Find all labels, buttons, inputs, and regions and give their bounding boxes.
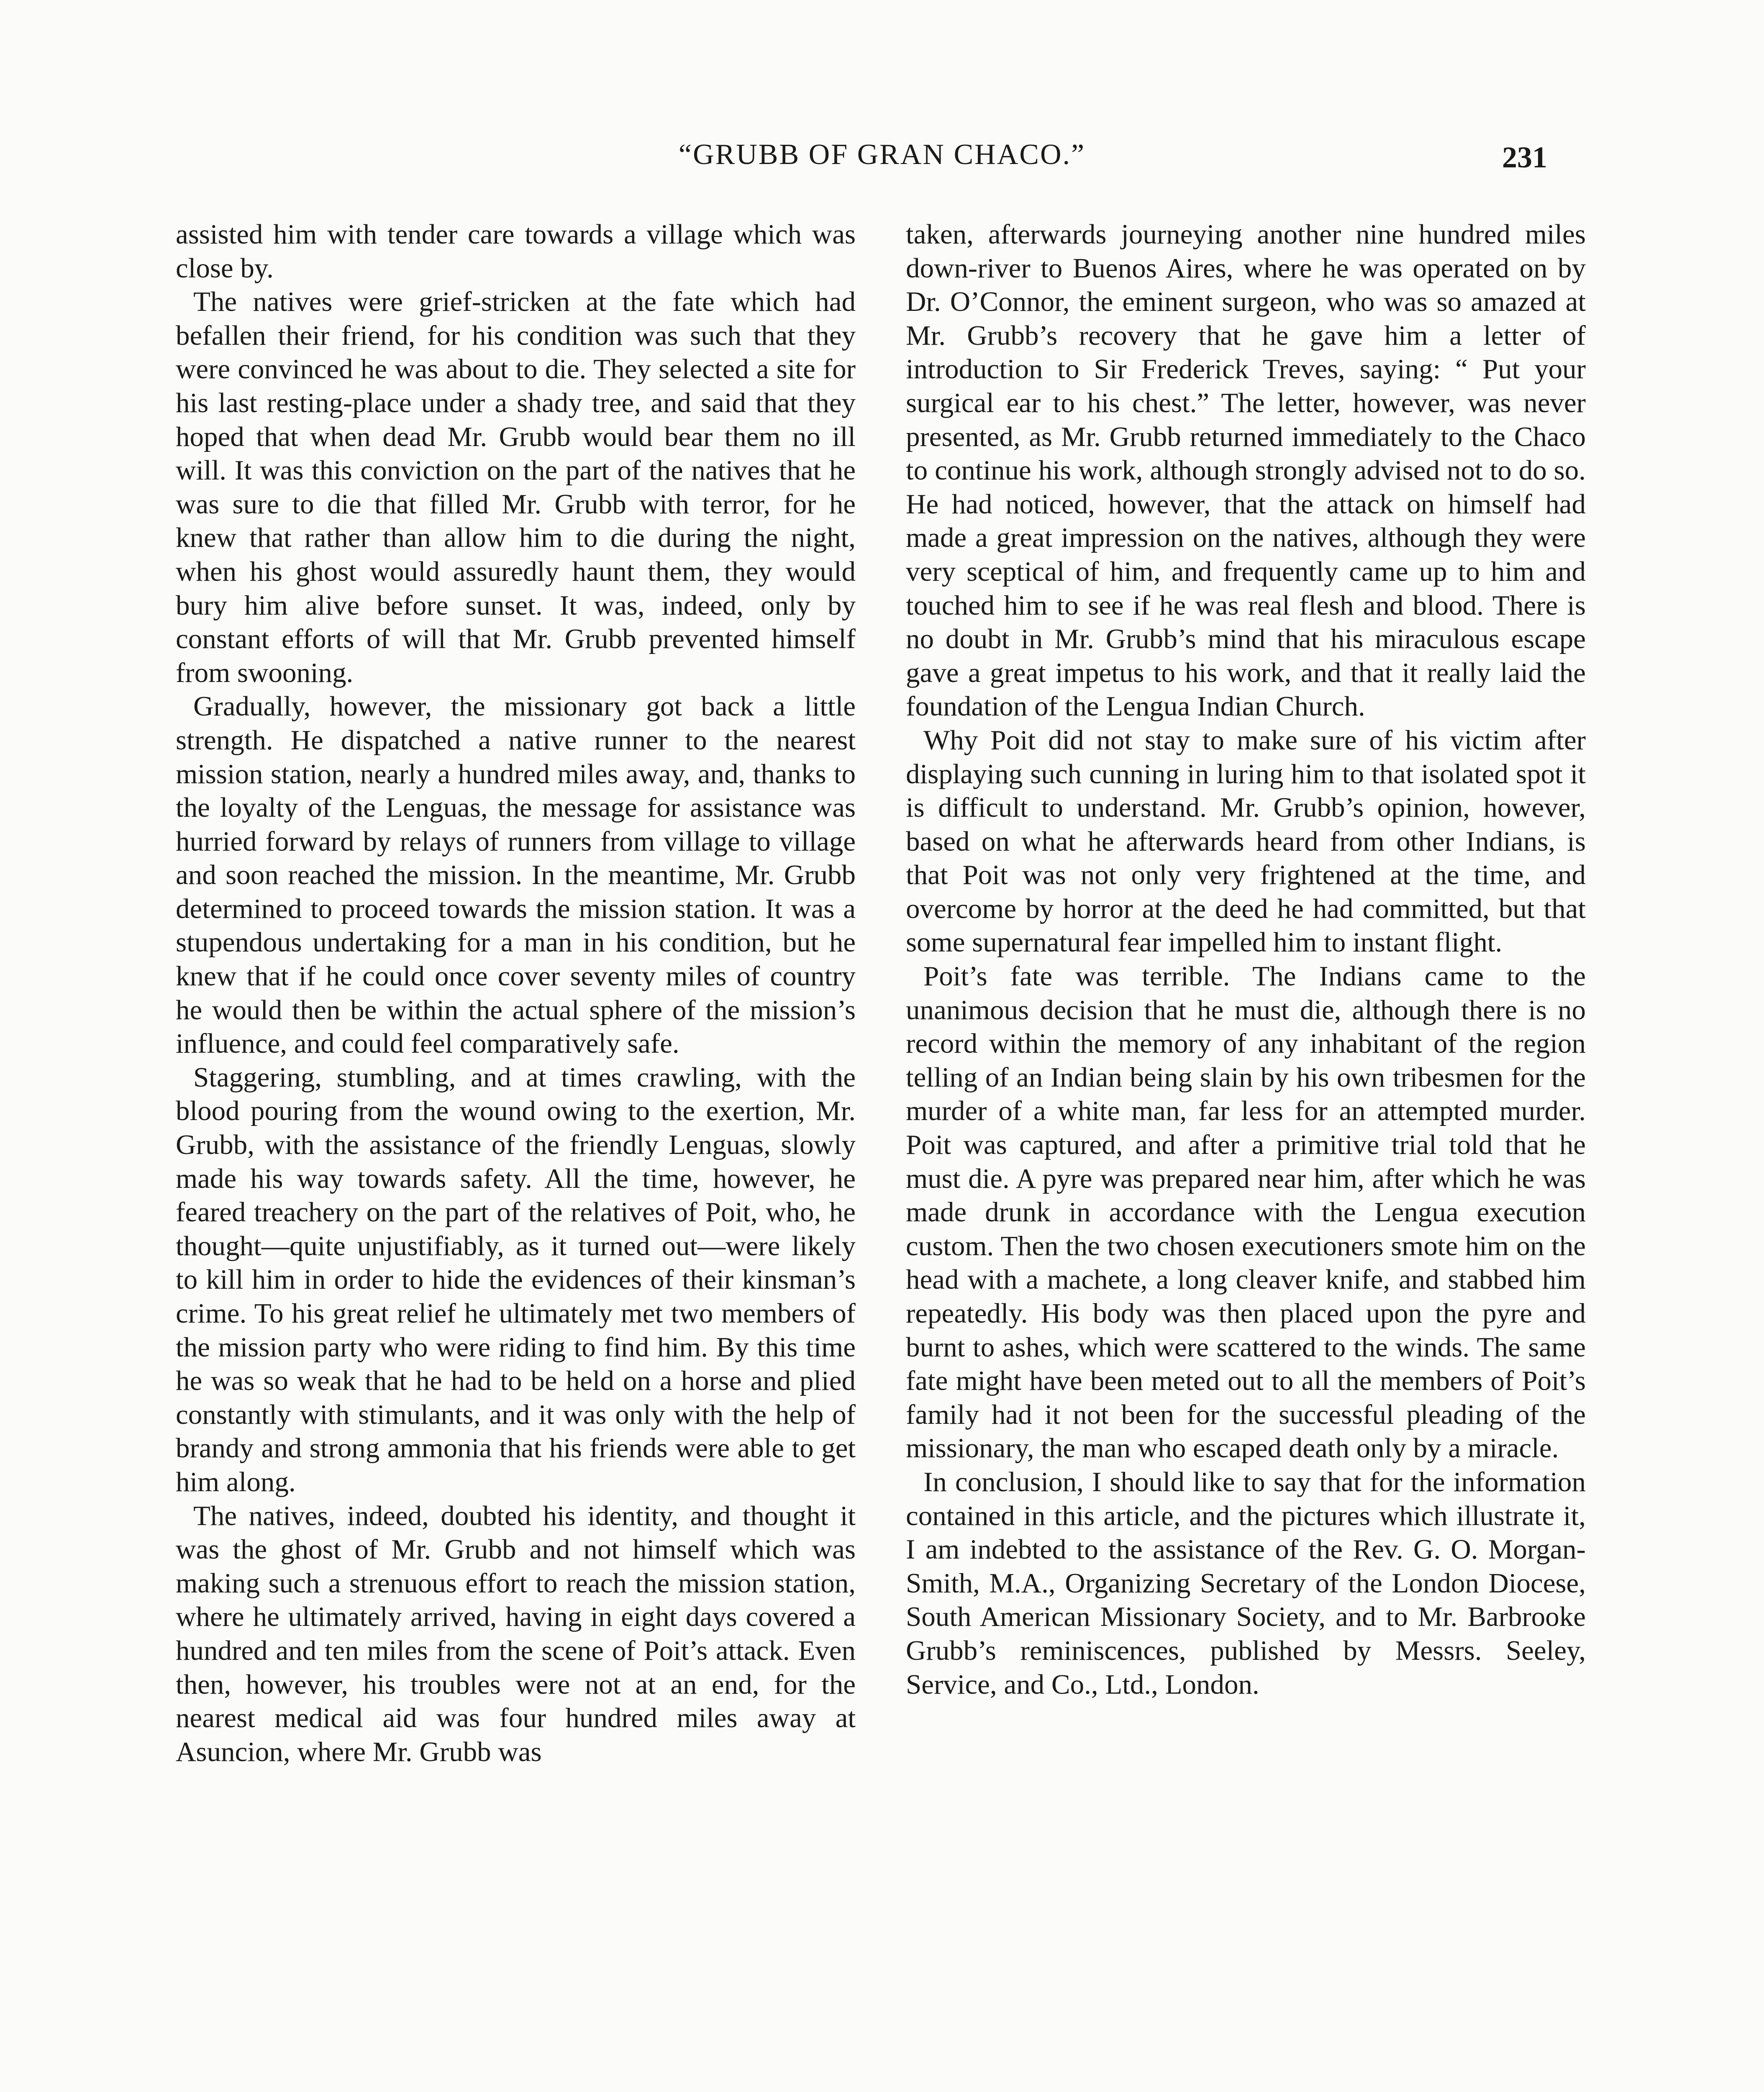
- paragraph: assisted him with tender care towards a village which was close by.: [176, 219, 856, 284]
- page-number: 231: [1502, 141, 1547, 174]
- paragraph: taken, afterwards journeying another nine hundred miles down-river to Buenos Aires, where he was operated on by Dr. O’Connor, the eminent surgeon, who was so amazed at Mr. Grubb’s recovery that he gave him a letter of introduction to Sir Frederick Treves, saying: “ Put your surgical ear to his chest.” The letter, however, was never presented, as Mr. Grubb returned immediately to the Chaco to continue his work, although strongly advised not to do so. He had noticed, however, that the attack on himself had made a great impression on the natives, although they were very sceptical of him, and frequently came up to him and touched him to see if he was real flesh and blood. There is no doubt in Mr. Grubb’s mind that his miraculous escape gave a great impetus to his work, and that it really laid the foundation of the Lengua Indian Church.: [906, 219, 1586, 722]
- left-text-column: [176, 218, 856, 1769]
- paragraph: Poit’s fate was terrible. The Indians came to the unanimous decision that he must die, although there is no record within the memory of any inhabitant of the region telling of an Indian being slain by his own tribesmen for the murder of a white man, far less for an attempted murder. Poit was captured, and after a primitive trial told that he must die. A pyre was prepared near him, after which he was made drunk in accordance with the Lengua execution custom. Then the two chosen executioners smote him on the head with a machete, a long cleaver knife, and stabbed him repeatedly. His body was then placed upon the pyre and burnt to ashes, which were scattered to the winds. The same fate might have been meted out to all the members of Poit’s family had it not been for the successful pleading of the missionary, the man who escaped death only by a miracle.: [906, 961, 1586, 1464]
- paragraph: Staggering, stumbling, and at times crawling, with the blood pouring from the wound owing to the exertion, Mr. Grubb, with the assistance of the friendly Lenguas, slowly made his way towards safety. All the time, however, he feared treachery on the part of the relatives of Poit, who, he thought—quite unjustifiably, as it turned out—were likely to kill him in order to hide the evidences of their kinsman’s crime. To his great relief he ultimately met two members of the mission party who were riding to find him. By this time he was so weak that he had to be held on a horse and plied constantly with stimulants, and it was only with the help of brandy and strong ammonia that his friends were able to get him along.: [176, 1061, 856, 1497]
- paragraph: The natives were grief-stricken at the fate which had befallen their friend, for his condition was such that they were convinced he was about to die. They selected a site for his last resting-place under a shady tree, and said that they hoped that when dead Mr. Grubb would bear them no ill will. It was this conviction on the part of the natives that he was sure to die that filled Mr. Grubb with terror, for he knew that rather than allow him to die during the night, when his ghost would assuredly haunt them, they would bury him alive before sunset. It was, indeed, only by constant efforts of will that Mr. Grubb prevented himself from swooning.: [176, 286, 856, 688]
- paragraph: Gradually, however, the missionary got back a little strength. He dispatched a native runner to the nearest mission station, nearly a hundred miles away, and, thanks to the loyalty of the Lenguas, the message for assistance was hurried forward by relays of runners from village to village and soon reached the mission. In the meantime, Mr. Grubb determined to proceed towards the mission station. It was a stupendous undertaking for a man in his condition, but he knew that if he could once cover seventy miles of country he would then be within the actual sphere of the mission’s influence, and could feel comparatively safe.: [176, 691, 856, 1059]
- paragraph: The natives, indeed, doubted his identity, and thought it was the ghost of Mr. Grubb and not himself which was making such a strenuous effort to reach the mission station, where he ultimately arrived, having in eight days covered a hundred and ten miles from the scene of Poit’s attack. Even then, however, his troubles were not at an end, for the nearest medical aid was four hundred miles away at Asuncion, where Mr. Grubb was: [176, 1500, 856, 1767]
- paragraph: Why Poit did not stay to make sure of his victim after displaying such cunning in luring him to that isolated spot it is difficult to understand. Mr. Grubb’s opinion, however, based on what he afterwards heard from other Indians, is that Poit was not only very frightened at the time, and overcome by horror at the deed he had committed, but that some supernatural fear impelled him to instant flight.: [906, 724, 1586, 958]
- running-head: “GRUBB OF GRAN CHACO.”: [678, 138, 1086, 171]
- right-text-column: [906, 218, 1586, 1701]
- paragraph: In conclusion, I should like to say that for the information contained in this article, and the pictures which illustrate it, I am indebted to the assistance of the Rev. G. O. Morgan-Smith, M.A., Organizing Secretary of the London Diocese, South American Missionary Society, and to Mr. Barbrooke Grubb’s reminiscences, published by Messrs. Seeley, Service, and Co., Ltd., London.: [906, 1466, 1586, 1700]
